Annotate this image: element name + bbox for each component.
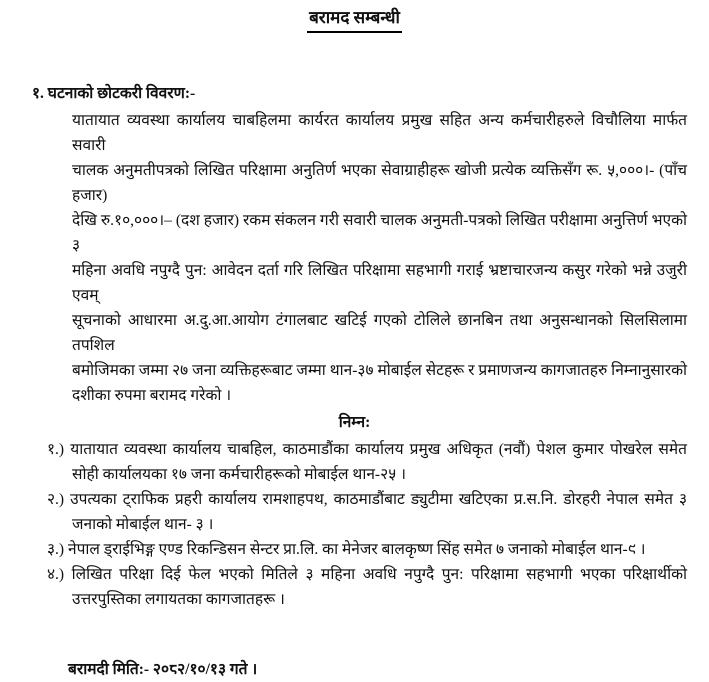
- list-item-text: उपत्यका ट्राफिक प्रहरी कार्यालय रामशाहपथ, काठमाडौंबाट ड्युटीमा खटिएका प्र.स.नि. डोरहरी नेपाल समेत ३: [70, 491, 688, 508]
- list-item-line: उत्तरपुस्तिका लगायतका कागजातहरू ।: [72, 591, 285, 608]
- list-item: [47, 487, 688, 537]
- list-subheading: निम्न:: [338, 414, 371, 431]
- summary-line: महिना अवधि नपुग्दै पुन: आवेदन दर्ता गरि लिखित परिक्षामा सहभागी गराई भ्रष्टाचारजन्य कसुर गरेको भन्ने उजुरी एवम्: [72, 262, 687, 304]
- list-item-number: ४.): [47, 566, 65, 583]
- list-item: [47, 437, 688, 487]
- list-item-line: [47, 437, 688, 462]
- list-item-number: २.): [47, 491, 65, 508]
- summary-line: दशीका रुपमा बरामद गरेको ।: [72, 387, 232, 404]
- seizure-date: बरामदी मिति:- २०८२/१०/१३ गते ।: [68, 661, 258, 678]
- summary-paragraph: [72, 108, 687, 408]
- section-heading: १. घटनाको छोटकरी विवरण:-: [32, 85, 196, 102]
- list-item-number: १.): [47, 441, 65, 458]
- list-item: [47, 537, 687, 562]
- summary-line: चालक अनुमतीपत्रको लिखित परिक्षामा अनुतिर्ण भएका सेवाग्राहीहरू खोजी प्रत्येक व्यक्तिसँग रू. ५,०००।- (पाँच हजार): [72, 162, 687, 204]
- list-item-text: लिखित परिक्षा दिई फेल भएको मितिले ३ महिना अवधि नपुग्दै पुन: परिक्षामा सहभागी भएका परिक्षार्थीको: [71, 566, 688, 583]
- list-item-text: यातायात व्यवस्था कार्यालय चाबहिल, काठमाडौंका कार्यालय प्रमुख अधिकृत (नवौं) पेशल कुमार पोखरेल समेत: [70, 441, 688, 458]
- summary-line: देखि रु.१०,०००।– (दश हजार) रकम संकलन गरी सवारी चालक अनुमती-पत्रको लिखित परीक्षामा अनुत्तिर्ण भएको ३: [72, 212, 687, 254]
- list-item-text: नेपाल ड्राईभिङ्ग एण्ड रिकन्डिसन सेन्टर प्रा.लि. का मेनेजर बालकृष्ण सिंह समेत ७ जनाको मोबाईल थान-९ ।: [67, 541, 646, 558]
- list-item: [47, 562, 688, 612]
- list-item-line: [47, 562, 688, 587]
- seizure-list: [0, 437, 687, 612]
- list-item-number: ३.): [47, 541, 65, 558]
- summary-line: यातायात व्यवस्था कार्यालय चाबहिलमा कार्यरत कार्यालय प्रमुख सहित अन्य कर्मचारीहरुले विचौलिया मार्फत सवारी: [72, 112, 687, 154]
- document-title: बरामद सम्बन्धी: [307, 7, 402, 33]
- list-item-line: सोही कार्यालयका १७ जना कर्मचारीहरूको मोबाईल थान-२५ ।: [72, 466, 406, 483]
- list-item-line: [47, 537, 687, 562]
- summary-line: सूचनाको आधारमा अ.दु.आ.आयोग टंगालबाट खटिई गएको टोलिले छानबिन तथा अनुसन्धानको सिलसिलामा तपशिल: [72, 312, 687, 354]
- document-title-wrap: [0, 6, 709, 33]
- list-item-line: [47, 487, 688, 512]
- summary-line: बमोजिमका जम्मा २७ जना व्यक्तिहरूबाट जम्मा थान-३७ मोबाईल सेटहरू र प्रमाणजन्य कागजातहरु निम्नानुसारको: [72, 362, 687, 379]
- list-item-line: जनाको मोबाईल थान- ३ ।: [72, 516, 214, 533]
